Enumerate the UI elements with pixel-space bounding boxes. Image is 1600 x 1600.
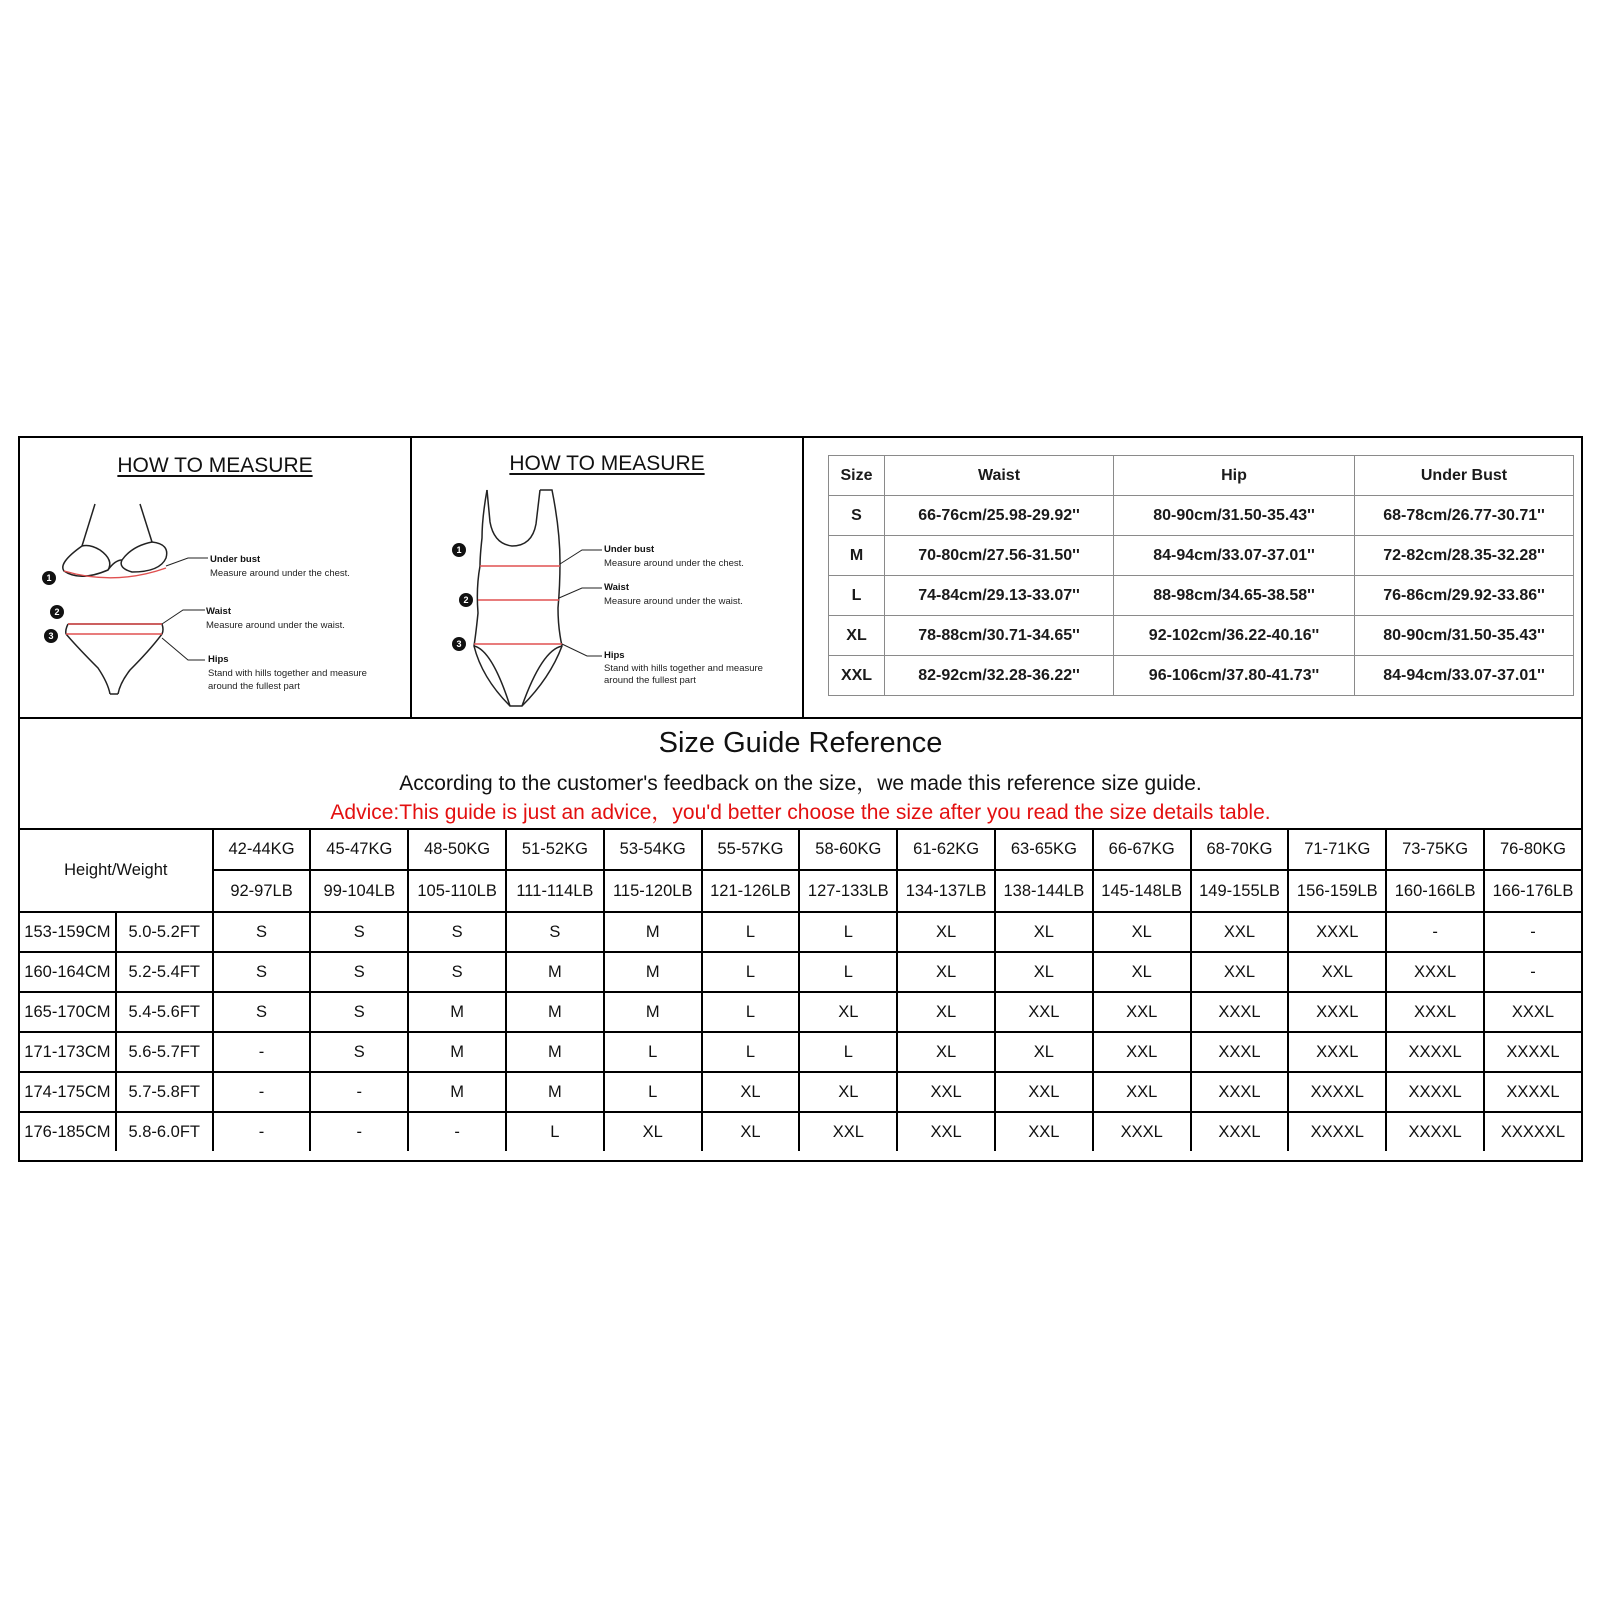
weight-lb-header: 160-166LB (1386, 870, 1484, 912)
size-cell: XL (829, 616, 885, 656)
size-cell: M (604, 912, 702, 952)
hip-cell: 96-106cm/37.80-41.73'' (1114, 656, 1355, 696)
size-cell: XXXXL (1484, 1032, 1581, 1072)
size-cell: L (604, 1072, 702, 1112)
height-ft-cell: 5.8-6.0FT (116, 1112, 213, 1151)
size-cell: XXXL (1191, 992, 1289, 1032)
size-cell: XXL (1093, 1032, 1191, 1072)
weight-kg-header: 58-60KG (799, 829, 897, 870)
size-cell: XL (995, 912, 1093, 952)
weight-kg-header: 51-52KG (506, 829, 604, 870)
size-cell: XXXL (1191, 1032, 1289, 1072)
table-row (20, 1072, 1581, 1112)
size-cell: S (310, 912, 408, 952)
col-header-hip: Hip (1114, 456, 1355, 496)
guide-subtitle: According to the customer's feedback on the size，we made this reference size guide. (399, 772, 1202, 795)
size-cell: M (506, 1072, 604, 1112)
badge-1-icon (452, 543, 466, 557)
svg-text:1: 1 (456, 545, 462, 555)
table-row (829, 496, 1574, 536)
size-cell: S (213, 952, 311, 992)
weight-lb-header: 156-159LB (1288, 870, 1386, 912)
size-cell: XXXL (1093, 1112, 1191, 1151)
hips-label: Hips (208, 654, 229, 665)
height-ft-cell: 5.0-5.2FT (116, 912, 213, 952)
table-row (20, 1112, 1581, 1151)
weight-lb-header: 99-104LB (310, 870, 408, 912)
size-cell: S (408, 952, 506, 992)
hips-desc-2: around the fullest part (208, 681, 300, 692)
guide-advice: Advice:This guide is just an advice，you'd better choose the size after you read the size details table. (330, 801, 1271, 824)
col-header-size: Size (829, 456, 885, 496)
size-cell: XL (799, 1072, 897, 1112)
size-cell: - (1484, 912, 1581, 952)
under-bust-cell: 76-86cm/29.92-33.86'' (1355, 576, 1574, 616)
size-cell: L (702, 1032, 800, 1072)
height-ft-cell: 5.7-5.8FT (116, 1072, 213, 1112)
size-cell: - (213, 1032, 311, 1072)
measurement-table (828, 455, 1574, 696)
size-cell: M (408, 992, 506, 1032)
size-cell: L (829, 576, 885, 616)
weight-kg-header: 68-70KG (1191, 829, 1289, 870)
table-row (829, 576, 1574, 616)
size-cell: XXXL (1191, 1112, 1289, 1151)
size-cell: XL (799, 992, 897, 1032)
size-cell: XL (604, 1112, 702, 1151)
weight-kg-header: 63-65KG (995, 829, 1093, 870)
weight-lb-header: 105-110LB (408, 870, 506, 912)
underbust-desc: Measure around under the chest. (210, 568, 350, 579)
weight-kg-header: 48-50KG (408, 829, 506, 870)
height-cm-cell: 171-173CM (20, 1032, 116, 1072)
badge-3-icon (44, 629, 58, 643)
hip-cell: 92-102cm/36.22-40.16'' (1114, 616, 1355, 656)
weight-lb-header: 121-126LB (702, 870, 800, 912)
size-chart-table (20, 829, 1581, 1151)
waist-desc: Measure around under the waist. (604, 596, 743, 607)
bikini-top-icon (63, 504, 167, 576)
weight-lb-header: 115-120LB (604, 870, 702, 912)
height-cm-cell: 165-170CM (20, 992, 116, 1032)
size-guide-header (20, 719, 1581, 829)
page-title: Size Guide Reference (658, 727, 943, 759)
size-cell: S (213, 912, 311, 952)
hip-cell: 88-98cm/34.65-38.58'' (1114, 576, 1355, 616)
size-cell: M (604, 992, 702, 1032)
measurement-table-panel (804, 438, 1583, 718)
hips-desc-2: around the fullest part (604, 675, 696, 686)
size-cell: XXXXL (1288, 1072, 1386, 1112)
height-ft-cell: 5.2-5.4FT (116, 952, 213, 992)
size-cell: - (310, 1112, 408, 1151)
table-row (20, 992, 1581, 1032)
size-cell: XXL (1191, 952, 1289, 992)
badge-2-icon (459, 593, 473, 607)
size-cell: L (506, 1112, 604, 1151)
badge-2-icon (50, 605, 64, 619)
size-cell: M (506, 952, 604, 992)
weight-kg-header: 73-75KG (1386, 829, 1484, 870)
size-cell: M (604, 952, 702, 992)
size-cell: S (408, 912, 506, 952)
size-cell: XL (1093, 952, 1191, 992)
weight-kg-header: 66-67KG (1093, 829, 1191, 870)
size-cell: XXXXL (1386, 1112, 1484, 1151)
height-weight-header: Height/Weight (20, 829, 213, 912)
col-header-waist: Waist (885, 456, 1114, 496)
size-cell: XXXL (1386, 992, 1484, 1032)
weight-kg-row (20, 829, 1581, 870)
size-cell: M (408, 1072, 506, 1112)
size-cell: XL (1093, 912, 1191, 952)
svg-text:2: 2 (54, 607, 60, 617)
how-to-measure-title: HOW TO MEASURE (509, 452, 705, 475)
waist-cell: 66-76cm/25.98-29.92'' (885, 496, 1114, 536)
weight-lb-header: 92-97LB (213, 870, 311, 912)
svg-text:3: 3 (48, 631, 54, 641)
size-cell: M (408, 1032, 506, 1072)
size-cell: S (506, 912, 604, 952)
weight-kg-header: 42-44KG (213, 829, 311, 870)
weight-lb-header: 166-176LB (1484, 870, 1581, 912)
size-cell: XXXXL (1386, 1072, 1484, 1112)
weight-kg-header: 55-57KG (702, 829, 800, 870)
waist-cell: 74-84cm/29.13-33.07'' (885, 576, 1114, 616)
size-cell: XL (897, 992, 995, 1032)
size-cell: XXXL (1484, 992, 1581, 1032)
badge-3-icon (452, 637, 466, 651)
size-cell: S (213, 992, 311, 1032)
weight-kg-header: 71-71KG (1288, 829, 1386, 870)
weight-lb-header: 138-144LB (995, 870, 1093, 912)
size-cell: XL (995, 1032, 1093, 1072)
hips-desc-1: Stand with hills together and measure (208, 668, 367, 679)
badge-1-icon (42, 571, 56, 585)
size-cell: M (506, 992, 604, 1032)
size-cell: XXXL (1288, 992, 1386, 1032)
hips-label: Hips (604, 650, 625, 661)
size-cell: - (1386, 912, 1484, 952)
size-cell: L (702, 952, 800, 992)
waist-cell: 78-88cm/30.71-34.65'' (885, 616, 1114, 656)
size-cell: XXL (995, 992, 1093, 1032)
weight-kg-header: 61-62KG (897, 829, 995, 870)
size-cell: XXL (995, 1112, 1093, 1151)
size-cell: - (310, 1072, 408, 1112)
weight-lb-row (20, 870, 1581, 912)
size-cell: M (829, 536, 885, 576)
svg-text:2: 2 (463, 595, 469, 605)
table-header-row (829, 456, 1574, 496)
size-cell: XXXXXL (1484, 1112, 1581, 1151)
table-row (829, 656, 1574, 696)
weight-kg-header: 76-80KG (1484, 829, 1581, 870)
col-header-under-bust: Under Bust (1355, 456, 1574, 496)
size-cell: XL (995, 952, 1093, 992)
size-cell: XXL (829, 656, 885, 696)
waist-label: Waist (604, 582, 629, 593)
size-cell: L (799, 912, 897, 952)
size-cell: - (213, 1072, 311, 1112)
bikini-illustration (20, 438, 412, 718)
bikini-measure-panel (20, 438, 412, 718)
height-cm-cell: 174-175CM (20, 1072, 116, 1112)
how-to-measure-title: HOW TO MEASURE (117, 454, 313, 477)
table-row (20, 952, 1581, 992)
svg-text:3: 3 (456, 639, 462, 649)
size-cell: XXL (1093, 992, 1191, 1032)
size-cell: - (213, 1112, 311, 1151)
height-cm-cell: 160-164CM (20, 952, 116, 992)
waist-cell: 82-92cm/32.28-36.22'' (885, 656, 1114, 696)
hip-cell: 80-90cm/31.50-35.43'' (1114, 496, 1355, 536)
swimsuit-icon (474, 490, 562, 706)
size-cell: XXXL (1288, 912, 1386, 952)
waist-desc: Measure around under the waist. (206, 620, 345, 631)
size-cell: S (829, 496, 885, 536)
svg-text:1: 1 (46, 573, 52, 583)
size-cell: XXL (897, 1112, 995, 1151)
hips-desc-1: Stand with hills together and measure (604, 663, 763, 674)
size-cell: XL (702, 1072, 800, 1112)
size-cell: XL (897, 1032, 995, 1072)
size-cell: XXXXL (1288, 1112, 1386, 1151)
weight-kg-header: 53-54KG (604, 829, 702, 870)
weight-lb-header: 127-133LB (799, 870, 897, 912)
size-cell: S (310, 952, 408, 992)
size-cell: - (1484, 952, 1581, 992)
onepiece-measure-panel (412, 438, 804, 718)
underbust-label: Under bust (604, 544, 655, 555)
weight-kg-header: 45-47KG (310, 829, 408, 870)
size-cell: XL (702, 1112, 800, 1151)
onepiece-illustration (412, 438, 804, 718)
under-bust-cell: 72-82cm/28.35-32.28'' (1355, 536, 1574, 576)
height-cm-cell: 153-159CM (20, 912, 116, 952)
table-row (829, 536, 1574, 576)
size-cell: XXL (799, 1112, 897, 1151)
size-cell: M (506, 1032, 604, 1072)
size-cell: XL (897, 952, 995, 992)
height-ft-cell: 5.6-5.7FT (116, 1032, 213, 1072)
size-cell: S (310, 992, 408, 1032)
hip-cell: 84-94cm/33.07-37.01'' (1114, 536, 1355, 576)
table-row (20, 1032, 1581, 1072)
table-row (20, 912, 1581, 952)
size-cell: XXXXL (1484, 1072, 1581, 1112)
size-cell: XXXL (1191, 1072, 1289, 1112)
size-cell: XXL (1288, 952, 1386, 992)
height-ft-cell: 5.4-5.6FT (116, 992, 213, 1032)
size-cell: L (702, 912, 800, 952)
size-cell: XL (897, 912, 995, 952)
under-bust-cell: 84-94cm/33.07-37.01'' (1355, 656, 1574, 696)
size-cell: L (702, 992, 800, 1032)
weight-lb-header: 149-155LB (1191, 870, 1289, 912)
size-cell: S (310, 1032, 408, 1072)
size-cell: XXL (995, 1072, 1093, 1112)
under-bust-cell: 80-90cm/31.50-35.43'' (1355, 616, 1574, 656)
size-cell: L (799, 1032, 897, 1072)
waist-label: Waist (206, 606, 231, 617)
weight-lb-header: 145-148LB (1093, 870, 1191, 912)
underbust-label: Under bust (210, 554, 261, 565)
size-cell: XXL (1093, 1072, 1191, 1112)
weight-lb-header: 134-137LB (897, 870, 995, 912)
size-cell: - (408, 1112, 506, 1151)
size-cell: L (799, 952, 897, 992)
size-cell: XXXL (1288, 1032, 1386, 1072)
underbust-desc: Measure around under the chest. (604, 558, 744, 569)
weight-lb-header: 111-114LB (506, 870, 604, 912)
size-cell: XXXXL (1386, 1032, 1484, 1072)
size-cell: XXXL (1386, 952, 1484, 992)
table-row (829, 616, 1574, 656)
size-cell: XXL (897, 1072, 995, 1112)
height-cm-cell: 176-185CM (20, 1112, 116, 1151)
under-bust-cell: 68-78cm/26.77-30.71'' (1355, 496, 1574, 536)
size-guide-frame (18, 436, 1583, 1162)
waist-cell: 70-80cm/27.56-31.50'' (885, 536, 1114, 576)
size-cell: XXL (1191, 912, 1289, 952)
size-cell: L (604, 1032, 702, 1072)
